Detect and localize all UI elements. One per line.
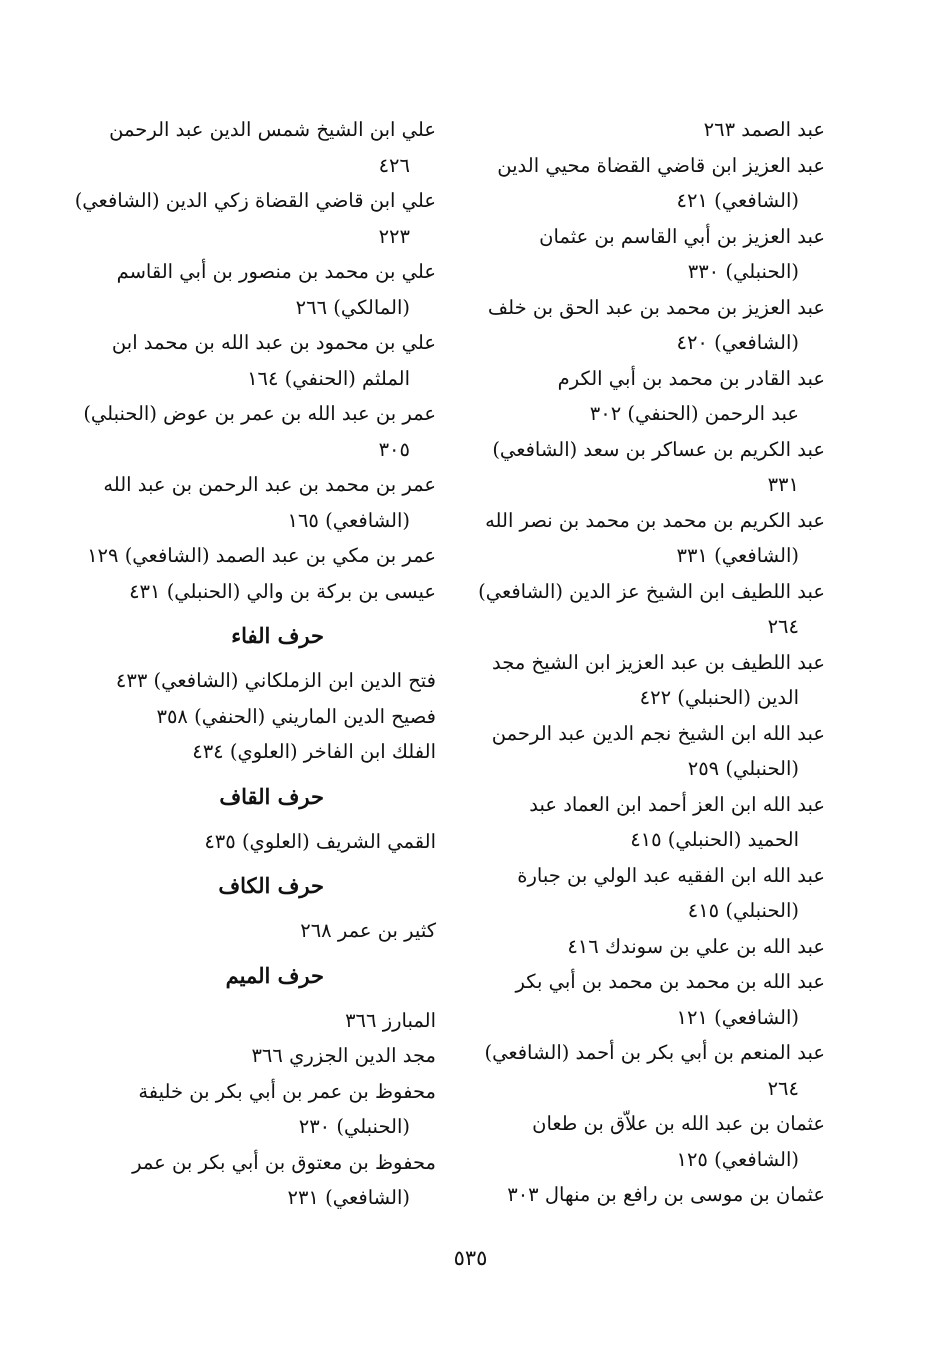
index-entry: مجد الدين الجزري ٣٦٦ — [251, 1044, 436, 1067]
index-entry: فصيح الدين الماريني (الحنفي) ٣٥٨ — [156, 704, 436, 728]
index-entry: محفوظ بن معتوق بن أبي بكر بن عمر (الشافعي) ٢٣١ — [132, 1150, 436, 1209]
page-number: ٥٣٥ — [453, 1246, 488, 1270]
index-entry: عبد العزيز بن أبي القاسم بن عثمان (الحنبلي) ٣٣٠ — [539, 224, 825, 283]
index-entry: عبد الله ابن الشيخ نجم الدين عبد الرحمن (الحنبلي) ٢٥٩ — [491, 721, 825, 780]
index-entry: عبد الله بن علي بن سوندك ٤١٦ — [567, 934, 825, 958]
index-entry: الفلك ابن الفاخر (العلوي) ٤٣٤ — [192, 740, 436, 763]
right-column — [463, 112, 825, 1213]
index-entry: عثمان بن عبد الله بن علاّق بن طعان (الشافعي) ١٢٥ — [532, 1112, 825, 1171]
index-entry: عثمان بن موسى بن رافع بن منهال ٣٠٣ — [507, 1183, 825, 1206]
index-entry: عمر بن محمد بن عبد الرحمن بن عبد الله (الشافعي) ١٦٥ — [103, 473, 436, 532]
index-entry: علي بن محمود بن عبد الله بن محمد ابن الملثم (الحنفي) ١٦٤ — [111, 331, 436, 390]
index-entry: عمر بن عبد الله بن عمر بن عوض (الحنبلي) ٣٠٥ — [83, 402, 436, 461]
index-entry: عمر بن مكي بن عبد الصمد (الشافعي) ١٢٩ — [87, 544, 436, 567]
index-entry: عبد الله بن محمد بن محمد بن أبي بكر (الشافعي) ١٢١ — [515, 970, 825, 1029]
section-heading-kaf: حرف الكاف — [218, 873, 324, 898]
index-entry: عبد اللطيف بن عبد العزيز ابن الشيخ مجد الدين (الحنبلي) ٤٢٢ — [492, 650, 825, 709]
index-entry: عبد الله ابن العز أحمد ابن العماد عبد الحميد (الحنبلي) ٤١٥ — [529, 792, 825, 851]
index-entry: عبد القادر بن محمد بن أبي الكرم عبد الرحمن (الحنفي) ٣٠٢ — [557, 366, 825, 425]
index-entry: محفوظ بن عمر بن أبي بكر بن خليفة (الحنبلي) ٢٣٠ — [138, 1079, 436, 1138]
index-entry: عبد الصمد ٢٦٣ — [703, 118, 825, 141]
index-entry: عبد العزيز ابن قاضي القضاة محيي الدين (الشافعي) ٤٢١ — [497, 153, 825, 212]
index-entry: عبد الله ابن الفقيه عبد الولي بن جبارة (الحنبلي) ٤١٥ — [517, 863, 825, 922]
index-entry: عبد الكريم بن محمد بن محمد بن نصر الله (الشافعي) ٣٣١ — [485, 508, 825, 567]
index-entry: المبارز ٣٦٦ — [345, 1008, 436, 1032]
section-heading-fa: حرف الفاء — [231, 623, 324, 648]
index-entry: القمي الشريف (العلوي) ٤٣٥ — [204, 829, 436, 853]
index-entry: فتح الدين ابن الزملكاني (الشافعي) ٤٣٣ — [115, 669, 436, 692]
left-column — [71, 112, 436, 1216]
index-entry: عبد المنعم بن أبي بكر بن أحمد (الشافعي) ٢٦٤ — [484, 1041, 825, 1100]
index-entry: عبد العزيز بن محمد بن عبد الحق بن خلف (الشافعي) ٤٢٠ — [487, 295, 825, 354]
index-entry: عبد الكريم بن عساكر بن سعد (الشافعي) ٣٣١ — [492, 437, 825, 496]
index-entry: عيسى بن بركة بن والي (الحنبلي) ٤٣١ — [129, 579, 436, 603]
index-entry: علي ابن الشيخ شمس الدين عبد الرحمن ٤٢٦ — [109, 118, 436, 177]
index-entry: علي بن محمد بن منصور بن أبي القاسم (المالكي) ٢٦٦ — [116, 260, 436, 319]
section-heading-mim: حرف الميم — [225, 962, 324, 988]
index-entry: عبد اللطيف ابن الشيخ عز الدين (الشافعي) ٢٦٤ — [478, 579, 825, 638]
index-entry: علي ابن قاضي القضاة زكي الدين (الشافعي) ٢٢٣ — [74, 189, 436, 248]
index-entry: كثير بن عمر ٢٦٨ — [300, 919, 436, 942]
section-heading-qaf: حرف القاف — [219, 783, 324, 809]
